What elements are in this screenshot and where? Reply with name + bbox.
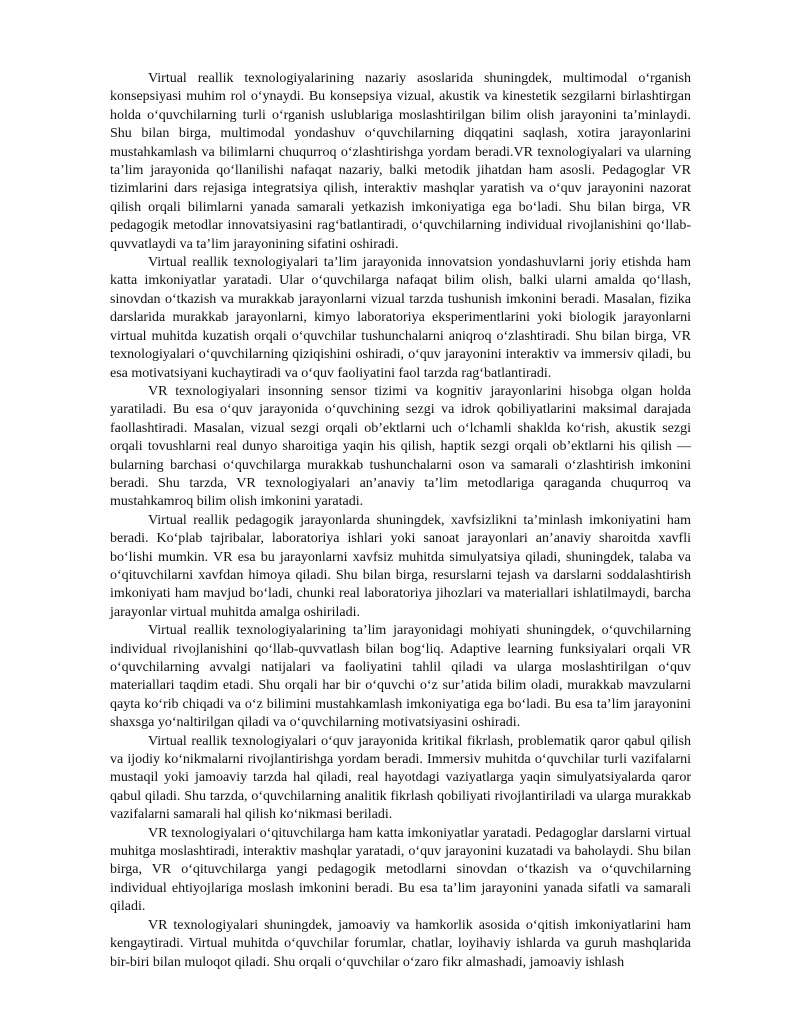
paragraph-5: Virtual reallik texnologiyalarining ta’lim jarayonidagi mohiyati shuningdek, o‘quvchilarning individual rivojlanishini qo‘llab-quvvatlash bilan bog‘liq. Adaptive learning funksiyalari orqali VR o‘quvchilarning avvalgi natijalari va faoliyatini tahlil qiladi va ularga moslashtirilgan o‘quv materiallari taqdim etadi. Shu orqali har bir o‘quvchi o‘z sur’atida bilim oladi, murakkab mavzularni qayta ko‘rib chiqadi va o‘z bilimini mustahkamlash imkoniyatiga ega bo‘ladi. Bu esa ta’lim jarayonini shaxsga yo‘naltirilgan qiladi va o‘quvchilarning motivatsiyasini oshiradi. <box>110 623 691 731</box>
paragraph-7: VR texnologiyalari o‘qituvchilarga ham katta imkoniyatlar yaratadi. Pedagoglar darslarni virtual muhitga moslashtiradi, interaktiv mashqlar yaratadi, o‘quv jarayonini kuzatadi va baholaydi. Shu bilan birga, VR o‘qituvchilarga yangi pedagogik metodlarni sinovdan o‘tkazish va o‘quvchilarning individual ehtiyojlariga moslash imkonini beradi. Bu esa ta’lim jarayonini yanada sifatli va samarali qiladi. <box>110 825 691 915</box>
document-page <box>110 70 691 972</box>
paragraph-3: VR texnologiyalari insonning sensor tizimi va kognitiv jarayonlarini hisobga olgan holda yaratiladi. Bu esa o‘quv jarayonida o‘quvchining sezgi va idrok qobiliyatlarini maksimal darajada faollashtiradi. Masalan, vizual sezgi orqali ob’ektlarni uch o‘lchamli shaklda ko‘rish, akustik sezgi orqali tovushlarni real dunyo sharoitiga yaqin his qilish, haptik sezgi orqali ob’ektlarni his qilish — bularning barchasi o‘quvchilarga murakkab tushunchalarni oson va samarali o‘zlashtirish imkonini beradi. Shu tarzda, VR texnologiyalari an’anaviy ta’lim metodlariga qaraganda chuqurroq va mustahkamroq bilim olish imkonini yaratadi. <box>110 383 691 510</box>
paragraph-1: Virtual reallik texnologiyalarining nazariy asoslarida shuningdek, multimodal o‘rganish konsepsiyasi muhim rol o‘ynaydi. Bu konsepsiya vizual, akustik va kinestetik sezgilarni birlashtirgan holda o‘quvchilarning turli o‘rganish uslublariga moslashtirilgan bilim olish jarayonini ta’minlaydi. Shu bilan birga, multimodal yondashuv o‘quvchilarning diqqatini saqlash, xotira jarayonlarini mustahkamlash va bilimlarni chuqurroq o‘zlashtirishga yordam beradi.VR texnologiyalari va ularning ta’lim jarayonida qo‘llanilishi nafaqat nazariy, balki metodik jihatdan ham asosli. Pedagoglar VR tizimlarini dars rejasiga integratsiya qilish, interaktiv mashqlar yaratish va o‘quv jarayonini nazorat qilish orqali bilimlarni yanada samarali yetkazish imkoniyatiga ega bo‘ladi. Shu bilan birga, VR pedagogik metodlar innovatsiyasini rag‘batlantiradi, o‘quvchilarning individual rivojlanishini qo‘llab-quvvatlaydi va ta’lim jarayonining sifatini oshiradi. <box>110 71 691 252</box>
paragraph-8: VR texnologiyalari shuningdek, jamoaviy va hamkorlik asosida o‘qitish imkoniyatlarini ham kengaytiradi. Virtual muhitda o‘quvchilar forumlar, chatlar, loyihaviy ishlarda va guruh mashqlarida bir-biri bilan muloqot qiladi. Shu orqali o‘quvchilar o‘zaro fikr almashadi, jamoaviy ishlash <box>110 917 691 970</box>
paragraph-4: Virtual reallik pedagogik jarayonlarda shuningdek, xavfsizlikni ta’minlash imkoniyatini ham beradi. Ko‘plab tajribalar, laboratoriya ishlari yoki sanoat jarayonlari an’anaviy sharoitda xavfli bo‘lishi mumkin. VR esa bu jarayonlarni xavfsiz muhitda simulyatsiya qiladi, shuningdek, talaba va o‘qituvchilarni xavfdan himoya qiladi. Shu bilan birga, resurslarni tejash va darslarni soddalashtirish imkoniyati ham mavjud bo‘ladi, chunki real laboratoriya jihozlari va materiallari ishlatilmaydi, barcha jarayonlar virtual muhitda amalga oshiriladi. <box>110 512 691 620</box>
paragraph-2: Virtual reallik texnologiyalari ta’lim jarayonida innovatsion yondashuvlarni joriy etishda ham katta imkoniyatlar yaratadi. Ular o‘quvchilarga nafaqat bilim olish, balki ularni amalda qo‘llash, sinovdan o‘tkazish va murakkab jarayonlarni vizual tarzda tushunish imkonini beradi. Masalan, fizika darslarida murakkab jarayonlarni, kimyo laboratoriya eksperimentlarini yoki biologik jarayonlarni virtual muhitda kuzatish orqali o‘quvchilar tushunchalarni aniqroq o‘zlashtiradi. Shu bilan birga, VR texnologiyalari o‘quvchilarning qiziqishini oshiradi, o‘quv jarayonini interaktiv va immersiv qiladi, bu esa motivatsiyani kuchaytiradi va o‘quv faoliyatini faol tarzda rag‘batlantiradi. <box>110 255 691 381</box>
paragraph-6: Virtual reallik texnologiyalari o‘quv jarayonida kritikal fikrlash, problematik qaror qabul qilish va ijodiy ko‘nikmalarni rivojlantirishga yordam beradi. Immersiv muhitda o‘quvchilar turli vazifalarni mustaqil yoki jamoaviy tarzda hal qiladi, real hayotdagi vaziyatlarga yaqin simulyatsiyalarda qaror qabul qiladi. Shu tarzda, o‘quvchilarning analitik fikrlash qobiliyati rivojlantiriladi va ularga murakkab vazifalarni samarali hal qilish ko‘nikmasi beriladi. <box>110 733 691 823</box>
